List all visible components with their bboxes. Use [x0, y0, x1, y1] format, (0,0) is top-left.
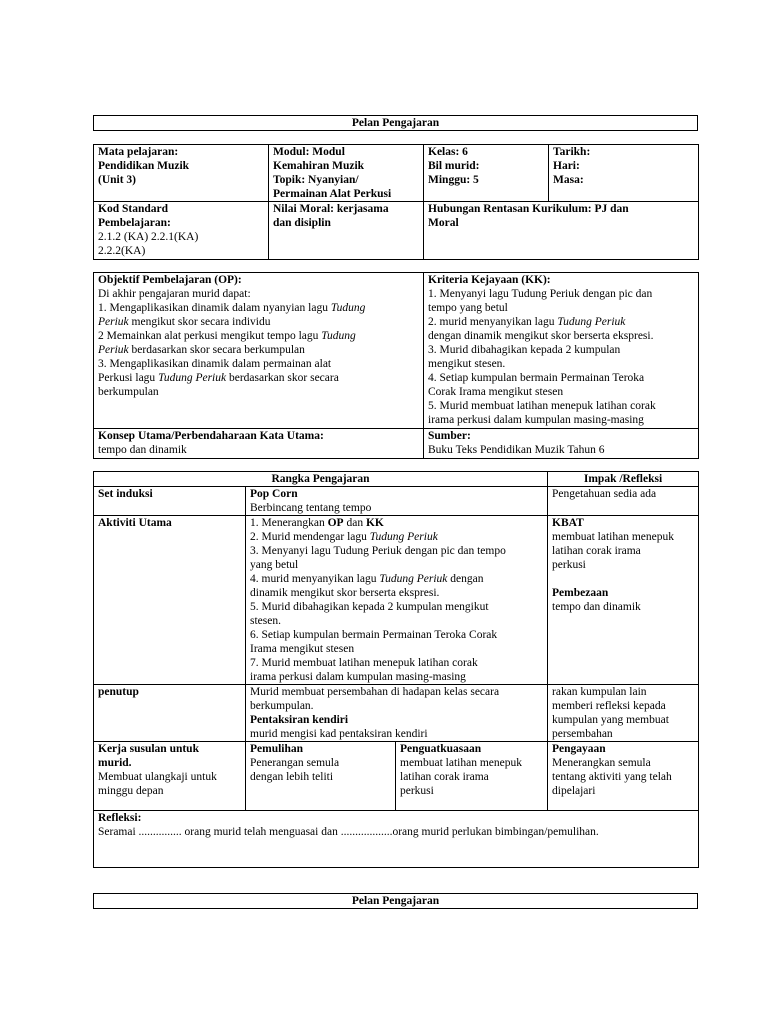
concept-value: tempo dan dinamik: [98, 444, 187, 456]
week-value: Minggu: 5: [428, 174, 479, 186]
close-assess: Pentaksiran kendiri: [250, 714, 349, 726]
op-heading: Objektif Pembelajaran (OP):: [98, 274, 242, 286]
set-desc: Berbincang tentang tempo: [250, 502, 372, 514]
reinf-heading: Penguatkuasaan: [400, 743, 482, 755]
set-label: Set induksi: [98, 488, 153, 500]
source-cell: [424, 429, 699, 459]
close-impact-cell: [548, 685, 699, 742]
close-line-2: berkumpulan.: [250, 700, 314, 712]
enrich-line-3: dipelajari: [552, 785, 596, 797]
remed-cell: [246, 742, 396, 811]
link-line1: Hubungan Rentasan Kurikulum: PJ dan: [428, 203, 629, 215]
module-cell: [269, 145, 424, 202]
op-cell: [94, 273, 424, 429]
main-impact-cell: [548, 516, 699, 685]
standard-label1: Kod Standard: [98, 203, 168, 215]
source-heading: Sumber:: [428, 430, 471, 442]
moral-cell: [269, 202, 424, 260]
frame-heading: Rangka Pengajaran: [271, 473, 370, 485]
date-cell: [549, 145, 699, 202]
page-title-box: [93, 115, 698, 131]
op-item-2-cont: Periuk berdasarkan skor secara berkumpulan: [98, 344, 305, 356]
follow-label-1: Kerja susulan untuk: [98, 743, 199, 755]
set-title: Pop Corn: [250, 488, 298, 500]
kbat-heading: KBAT: [552, 517, 584, 529]
kk-item-1-cont: tempo yang betul: [428, 302, 508, 314]
diff-heading: Pembezaan: [552, 587, 609, 599]
lesson-frame-table: [93, 471, 699, 868]
kk-item-1: 1. Menyanyi lagu Tudung Periuk dengan pic dan: [428, 288, 653, 300]
time-value: Masa:: [553, 174, 584, 186]
set-impact-cell: [548, 487, 699, 516]
kk-item-5-cont: irama perkusi dalam kumpulan masing-masing: [428, 414, 644, 426]
main-item-1: 1. Menerangkan OP dan KK: [250, 517, 384, 529]
close-content-cell: [246, 685, 548, 742]
follow-label-2: murid.: [98, 757, 132, 769]
enrich-cell: [548, 742, 699, 811]
remed-line-2: dengan lebih teliti: [250, 771, 334, 783]
subject-cell: [94, 145, 269, 202]
standard-value1: 2.1.2 (KA) 2.2.1(KA): [98, 231, 199, 243]
remed-heading: Pemulihan: [250, 743, 304, 755]
module-line1: Modul: Modul: [273, 146, 345, 158]
reinf-line-3: perkusi: [400, 785, 434, 797]
subject-value: Pendidikan Muzik: [98, 160, 190, 172]
enrich-line-2: tentang aktiviti yang telah: [552, 771, 672, 783]
main-item-7: 7. Murid membuat latihan menepuk latihan corak: [250, 657, 478, 669]
close-line-1: Murid membuat persembahan di hadapan kelas secara: [250, 686, 500, 698]
main-item-2: 2. Murid mendengar lagu Tudung Periuk: [250, 531, 438, 543]
class-cell: [424, 145, 549, 202]
op-item-1-cont: Periuk mengikut skor secara individu: [98, 316, 271, 328]
op-item-3: 3. Mengaplikasikan dinamik dalam permainan alat: [98, 358, 332, 370]
diff-value: tempo dan dinamik: [552, 601, 641, 613]
standard-cell: [94, 202, 269, 260]
reinf-line-1: membuat latihan menepuk: [400, 757, 522, 769]
follow-line-2: minggu depan: [98, 785, 164, 797]
main-item-5: 5. Murid dibahagikan kepada 2 kumpulan mengikut: [250, 601, 489, 613]
curriculum-link-cell: [424, 202, 699, 260]
main-item-4-cont: dinamik mengikut skor berserta ekspresi.: [250, 587, 440, 599]
date-value: Tarikh:: [553, 146, 591, 158]
kk-item-3-cont: mengikut stesen.: [428, 358, 506, 370]
kk-heading: Kriteria Kejayaan (KK):: [428, 274, 551, 286]
main-item-5-cont: stesen.: [250, 615, 281, 627]
frame-heading-cell: [94, 472, 548, 487]
kk-item-2-cont: dengan dinamik mengikut skor berserta ekspresi.: [428, 330, 654, 342]
op-item-3-end: berkumpulan: [98, 386, 159, 398]
main-label-cell: [94, 516, 246, 685]
students-value: Bil murid:: [428, 160, 480, 172]
op-item-2: 2 Memainkan alat perkusi mengikut tempo lagu Tudung: [98, 330, 356, 342]
reinf-line-2: latihan corak irama: [400, 771, 489, 783]
link-line2: Moral: [428, 217, 459, 229]
subject-unit: (Unit 3): [98, 174, 137, 186]
kk-item-4-cont: Corak Irama mengikut stesen: [428, 386, 564, 398]
close-impact-1: rakan kumpulan lain: [552, 686, 647, 698]
op-intro: Di akhir pengajaran murid dapat:: [98, 288, 251, 300]
main-item-6-cont: Irama mengikut stesen: [250, 643, 355, 655]
reinf-cell: [396, 742, 548, 811]
concept-heading: Konsep Utama/Perbendaharaan Kata Utama:: [98, 430, 324, 442]
set-impact: Pengetahuan sedia ada: [552, 488, 657, 500]
enrich-heading: Pengayaan: [552, 743, 606, 755]
kbat-line-3: perkusi: [552, 559, 586, 571]
class-value: Kelas: 6: [428, 146, 468, 158]
kbat-line-2: latihan corak irama: [552, 545, 641, 557]
objectives-table: [93, 272, 699, 459]
close-line-3: murid mengisi kad pentaksiran kendiri: [250, 728, 428, 740]
next-page-title: Pelan Pengajaran: [351, 895, 440, 907]
main-item-4: 4. murid menyanyikan lagu Tudung Periuk dengan: [250, 573, 484, 585]
close-impact-2: memberi refleksi kepada: [552, 700, 666, 712]
kk-item-5: 5. Murid membuat latihan menepuk latihan corak: [428, 400, 656, 412]
follow-cell: [94, 742, 246, 811]
moral-line2: dan disiplin: [273, 217, 331, 229]
concept-cell: [94, 429, 424, 459]
close-label: penutup: [98, 686, 139, 698]
main-item-6: 6. Setiap kumpulan bermain Permainan Teroka Corak: [250, 629, 498, 641]
impact-heading-cell: [548, 472, 699, 487]
kk-item-3: 3. Murid dibahagikan kepada 2 kumpulan: [428, 344, 621, 356]
kk-item-4: 4. Setiap kumpulan bermain Permainan Teroka: [428, 372, 645, 384]
subject-label: Mata pelajaran:: [98, 146, 179, 158]
set-label-cell: [94, 487, 246, 516]
op-item-3-cont: Perkusi lagu Tudung Periuk berdasarkan skor secara: [98, 372, 339, 384]
kbat-line-1: membuat latihan menepuk: [552, 531, 675, 543]
standard-value2: 2.2.2(KA): [98, 245, 146, 257]
impact-heading: Impak /Refleksi: [583, 473, 663, 485]
module-line2: Kemahiran Muzik: [273, 160, 365, 172]
topic-line1: Topik: Nyanyian/: [273, 174, 359, 186]
op-item-1: 1. Mengaplikasikan dinamik dalam nyanyian lagu Tudung: [98, 302, 366, 314]
main-label: Aktiviti Utama: [98, 517, 172, 529]
moral-line1: Nilai Moral: kerjasama: [273, 203, 389, 215]
lesson-info-table: [93, 144, 699, 260]
set-content-cell: [246, 487, 548, 516]
page-title: Pelan Pengajaran: [351, 117, 440, 129]
reflection-text: Seramai ............... orang murid telah menguasai dan ..................orang murid perlukan bimbingan/pemulihan.: [98, 826, 599, 838]
remed-line-1: Penerangan semula: [250, 757, 340, 769]
next-page-title-box: [93, 893, 698, 909]
main-item-3: 3. Menyanyi lagu Tudung Periuk dengan pic dan tempo: [250, 545, 506, 557]
reflection-cell: [94, 811, 699, 868]
main-item-7-cont: irama perkusi dalam kumpulan masing-masing: [250, 671, 466, 683]
kk-item-2: 2. murid menyanyikan lagu Tudung Periuk: [428, 316, 626, 328]
source-value: Buku Teks Pendidikan Muzik Tahun 6: [428, 444, 605, 456]
standard-label2: Pembelajaran:: [98, 217, 171, 229]
main-item-3-cont: yang betul: [250, 559, 299, 571]
follow-line-1: Membuat ulangkaji untuk: [98, 771, 217, 783]
kk-cell: [424, 273, 699, 429]
day-value: Hari:: [553, 160, 580, 172]
close-label-cell: [94, 685, 246, 742]
main-content-cell: [246, 516, 548, 685]
close-impact-3: kumpulan yang membuat: [552, 714, 669, 726]
enrich-line-1: Menerangkan semula: [552, 757, 651, 769]
close-impact-4: persembahan: [552, 728, 613, 740]
spacer: [552, 572, 694, 586]
reflection-heading: Refleksi:: [98, 812, 142, 824]
topic-line2: Permainan Alat Perkusi: [273, 188, 392, 200]
